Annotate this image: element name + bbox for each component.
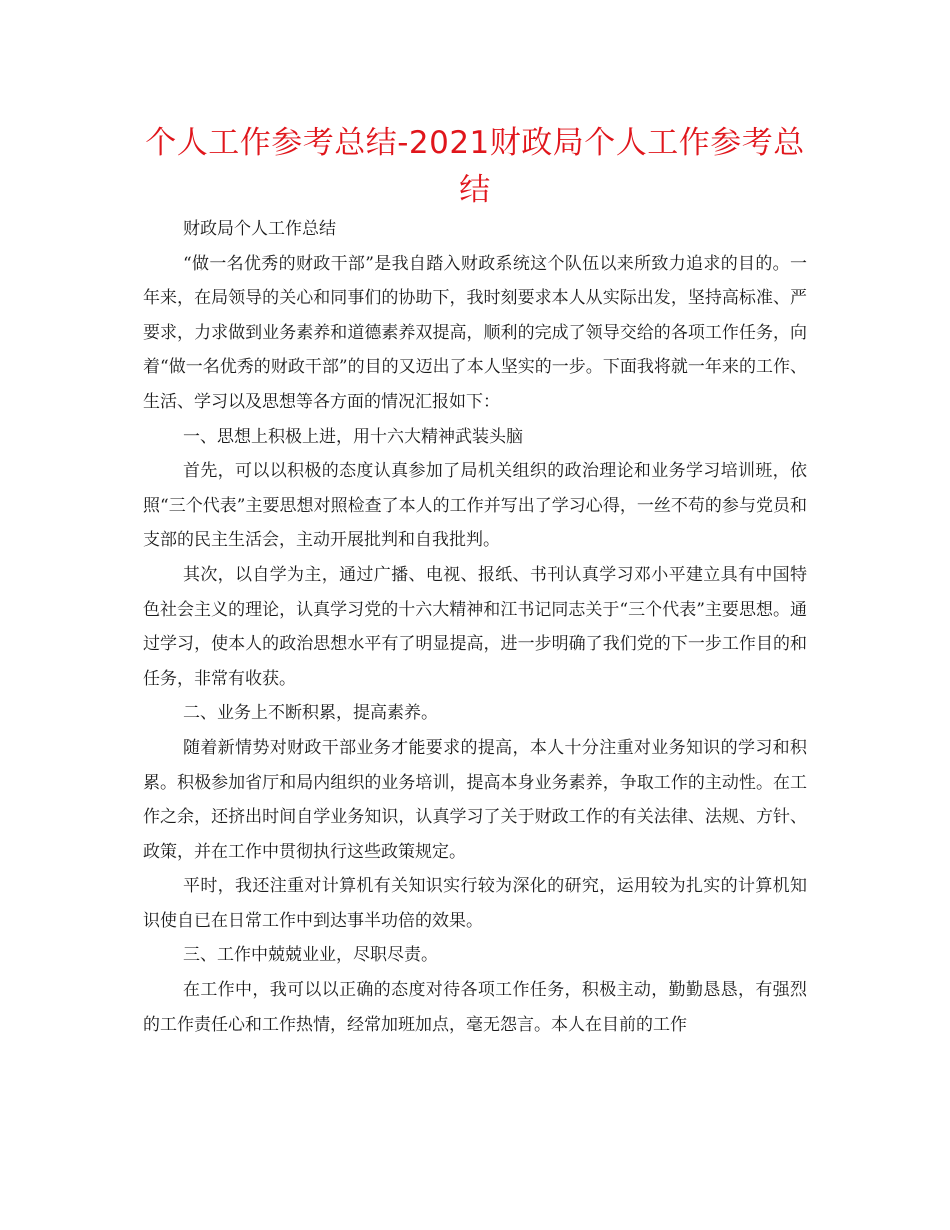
paragraph: 平时，我还注重对计算机有关知识实行较为深化的研究，运用较为扎实的计算机知识使自已在日常工作中到达事半功倍的效果。 [143,876,807,931]
paragraph-intro: “做一名优秀的财政干部”是我自踏入财政系统这个队伍以来所致力追求的目的。一年来，在局领导的关心和同事们的协助下，我时刻要求本人从实际出发，坚持高标准、严要求，力求做到业务素养和道德素养双提高，顺利的完成了领导交给的各项工作任务，向着“做一名优秀的财政干部”的目的又迈出了本人坚实的一步。下面我将就一年来的工作、生活、学习以及思想等各方面的情况汇报如下： [143,253,807,412]
paragraph: 首先，可以以积极的态度认真参加了局机关组织的政治理论和业务学习培训班，依照“三个代表”主要思想对照检查了本人的工作并写出了学习心得，一丝不苟的参与党员和支部的民主生活会，主动开展批判和自我批判。 [143,461,807,551]
paragraph: 在工作中，我可以以正确的态度对待各项工作任务，积极主动，勤勤恳恳，有强烈的工作责任心和工作热情，经常加班加点，毫无怨言。本人在目前的工作 [143,980,807,1035]
section-heading-3: 三、工作中兢兢业业，尽职尽责。 [183,945,438,966]
paragraph: 其次，以自学为主，通过广播、电视、报纸、书刊认真学习邓小平建立具有中国特色社会主义的理论，认真学习党的十六大精神和江书记同志关于“三个代表”主要思想。通过学习，使本人的政治思想水平有了明显提高，进一步明确了我们党的下一步工作目的和任务，非常有收获。 [143,564,807,689]
section-heading-2: 二、业务上不断积累，提高素养。 [183,703,438,724]
section-heading-1: 一、思想上积极上进，用十六大精神武装头脑 [183,426,523,447]
document-title: 个人工作参考总结-2021财政局个人工作参考总结 [145,125,805,208]
paragraph: 随着新情势对财政干部业务才能要求的提高，本人十分注重对业务知识的学习和积累。积极参加省厅和局内组织的业务培训，提高本身业务素养，争取工作的主动性。在工作之余，还挤出时间自学业务知识，认真学习了关于财政工作的有关法律、法规、方针、政策，并在工作中贯彻执行这些政策规定。 [143,737,807,862]
paragraph-heading: 财政局个人工作总结 [183,219,336,239]
document-body [143,212,807,1042]
